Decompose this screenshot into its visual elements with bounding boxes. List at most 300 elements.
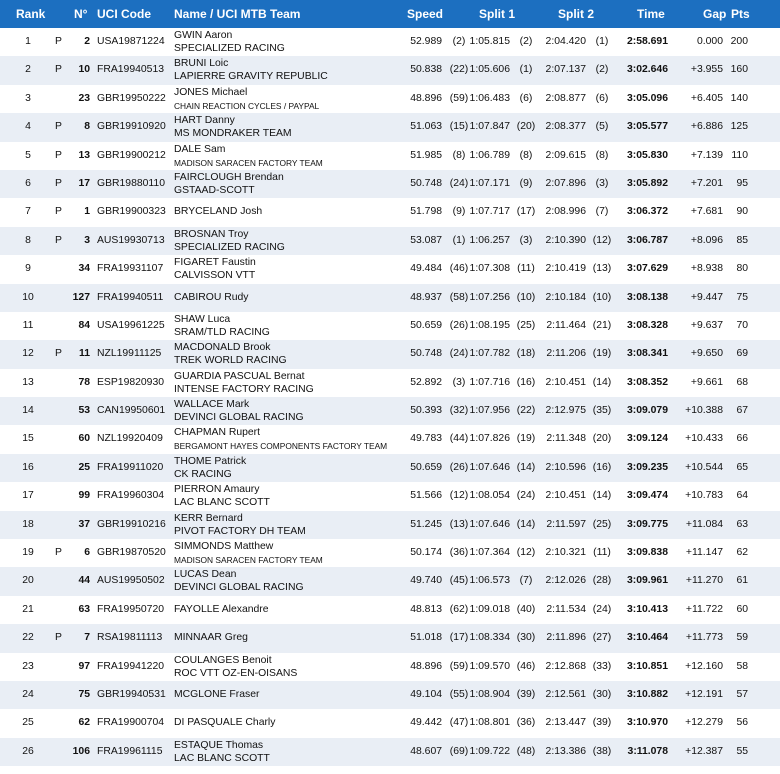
table-row [0,596,780,624]
split-1-rank: (14) [516,461,536,473]
points: 58 [736,660,748,672]
split-1-rank: (19) [516,433,536,445]
split-1-rank: (2) [519,36,533,47]
rank-cell: 5 [25,149,31,161]
speed-value: 52.989 [410,36,442,47]
bib-number: 11 [79,348,90,360]
points: 55 [736,745,748,757]
bib-number: 63 [78,603,90,615]
split-1-rank: (46) [516,660,536,672]
time-gap: +9.637 [690,319,723,331]
points: 67 [736,405,748,417]
rank-cell: 18 [22,518,34,530]
table-body [0,28,780,766]
bib-number: 10 [78,64,90,76]
rank-cell: 22 [22,632,34,644]
table-row [0,454,780,482]
rider-name: MINNAAR Greg [174,632,248,644]
podium-flag: P [55,36,62,47]
finish-time: 3:06.787 [626,234,668,246]
table-row [0,539,780,567]
speed-value: 51.018 [410,632,442,644]
bib-number: 53 [78,405,90,417]
time-gap: 0.000 [696,36,723,47]
bib-number: 106 [72,745,90,757]
points: 85 [736,234,748,246]
speed-value: 49.783 [410,433,442,445]
split-2-time: 2:12.026 [545,575,586,587]
team-name: TREK WORLD RACING [174,355,287,367]
time-gap: +11.270 [685,575,723,587]
points: 200 [730,36,748,47]
split-2-time: 2:11.534 [546,603,586,615]
time-gap: +6.405 [690,92,723,104]
finish-time: 3:05.096 [626,92,668,104]
split-2-rank: (38) [592,745,612,757]
rank-cell: 20 [22,575,34,587]
split-2-rank: (3) [595,177,609,189]
time-gap: +10.433 [685,433,723,445]
split-2-time: 2:11.597 [546,518,586,530]
split-2-time: 2:10.451 [545,490,586,502]
finish-time: 3:09.961 [626,575,668,587]
split-2-time: 2:12.561 [545,688,586,700]
finish-time: 3:10.851 [626,660,668,672]
rank-cell: 24 [22,688,34,700]
split-1-time: 1:07.308 [469,263,510,275]
uci-code: FRA19940511 [97,291,164,303]
points: 80 [736,263,748,275]
uci-code: NZL19920409 [97,433,163,445]
team-name: ROC VTT OZ-EN-OISANS [174,667,298,679]
split-1-time: 1:07.646 [469,518,510,530]
split-2-rank: (14) [592,376,612,388]
table-row [0,312,780,340]
split-1-rank: (30) [516,632,536,644]
uci-code: NZL19911125 [97,348,162,360]
time-gap: +6.886 [690,121,723,133]
split-2-rank: (27) [592,632,612,644]
header-rank: Rank [16,7,46,21]
split-2-rank: (7) [595,206,609,218]
split-1-rank: (3) [519,234,533,246]
split-1-rank: (18) [516,348,536,360]
rider-name: THOME Patrick [174,455,247,467]
split-1-rank: (20) [516,121,536,133]
team-name: DEVINCI GLOBAL RACING [174,582,304,594]
podium-flag: P [55,234,62,246]
team-name: SPECIALIZED RACING [174,43,285,54]
podium-flag: P [55,64,62,76]
split-1-time: 1:08.801 [469,717,510,729]
finish-time: 3:09.838 [626,547,668,559]
team-name: GSTAAD-SCOTT [174,184,255,196]
split-1-rank: (17) [516,206,536,218]
speed-value: 50.748 [410,348,442,360]
split-1-time: 1:07.826 [469,433,510,445]
table-row [0,653,780,681]
rider-name: BRYCELAND Josh [174,206,263,218]
rank-cell: 8 [25,234,31,246]
table-row [0,681,780,709]
split-1-rank: (6) [519,92,533,104]
rank-cell: 6 [25,177,31,189]
rider-name: GWIN Aaron [174,30,233,41]
points: 140 [730,92,748,104]
points: 75 [736,291,748,303]
table-row [0,227,780,255]
table-row [0,397,780,425]
uci-code: FRA19900704 [97,717,165,729]
points: 70 [736,319,748,331]
split-2-rank: (24) [592,603,612,615]
split-2-time: 2:10.596 [545,461,586,473]
rank-cell: 17 [22,490,34,502]
split-1-rank: (25) [516,319,536,331]
uci-code: FRA19940513 [97,64,165,76]
time-gap: +11.147 [685,547,723,559]
rider-name: DALE Sam [174,143,226,155]
split-2-rank: (1) [595,36,609,47]
speed-rank: (3) [452,376,466,388]
split-1-time: 1:06.789 [469,149,510,161]
uci-code: GBR19900323 [97,206,166,218]
speed-rank: (44) [449,433,469,445]
split-2-rank: (5) [595,121,609,133]
split-1-time: 1:09.018 [469,603,510,615]
split-2-rank: (6) [595,92,609,104]
uci-code: AUS19930713 [97,234,165,246]
split-2-time: 2:11.896 [546,632,586,644]
team-name: MADISON SARACEN FACTORY TEAM [174,157,323,168]
speed-value: 48.813 [410,603,442,615]
table-row [0,709,780,737]
split-2-time: 2:12.868 [545,660,586,672]
split-2-rank: (19) [592,348,612,360]
speed-rank: (58) [449,291,469,303]
rank-cell: 23 [22,660,34,672]
points: 69 [736,348,748,360]
speed-rank: (55) [449,688,469,700]
split-1-rank: (12) [516,547,536,559]
rider-name: KERR Bernard [174,512,243,524]
split-1-time: 1:05.815 [469,36,510,47]
team-name: CALVISSON VTT [174,270,256,282]
split-2-time: 2:07.137 [545,64,586,76]
speed-rank: (26) [449,319,469,331]
speed-rank: (62) [449,603,469,615]
header-split-2: Split 2 [558,7,595,21]
table-row [0,511,780,539]
split-1-rank: (48) [516,745,536,757]
points: 65 [736,461,748,473]
speed-value: 48.607 [410,745,442,757]
finish-time: 3:08.328 [626,319,668,331]
team-name: SPECIALIZED RACING [174,241,285,253]
split-2-rank: (33) [592,660,612,672]
speed-value: 48.937 [410,291,442,303]
split-2-time: 2:10.390 [545,234,586,246]
bib-number: 17 [78,177,90,189]
bib-number: 13 [78,149,90,161]
team-name: INTENSE FACTORY RACING [174,383,314,395]
header-time: Time [637,7,665,21]
finish-time: 3:08.138 [626,291,668,303]
split-2-rank: (8) [595,149,609,161]
team-name: LAC BLANC SCOTT [174,752,270,764]
team-name: PIVOT FACTORY DH TEAM [174,525,306,537]
bib-number: 97 [78,660,90,672]
split-1-rank: (9) [519,177,533,189]
points: 61 [736,575,748,587]
split-2-time: 2:04.420 [545,36,586,47]
podium-flag: P [55,632,62,644]
speed-value: 49.104 [410,688,442,700]
rank-cell: 21 [22,603,34,615]
uci-code: GBR19940531 [97,688,166,700]
time-gap: +9.447 [690,291,723,303]
split-1-time: 1:07.256 [469,291,510,303]
team-name: CK RACING [174,468,232,480]
speed-rank: (45) [449,575,469,587]
split-2-time: 2:10.184 [545,291,586,303]
bib-number: 75 [78,688,90,700]
table-row [0,425,780,453]
uci-code: USA19871224 [97,36,165,47]
rider-name: MACDONALD Brook [174,342,271,354]
split-2-time: 2:10.451 [545,376,586,388]
split-2-rank: (10) [592,291,612,303]
table-header [0,0,780,28]
rank-cell: 3 [25,92,31,104]
split-1-rank: (24) [516,490,536,502]
bib-number: 84 [78,319,90,331]
header-speed: Speed [407,7,444,21]
table-row [0,738,780,766]
finish-time: 3:05.892 [626,177,668,189]
finish-time: 3:09.124 [626,433,668,445]
split-1-time: 1:07.956 [469,405,510,417]
split-2-time: 2:07.896 [545,177,586,189]
team-name: DEVINCI GLOBAL RACING [174,412,304,424]
finish-time: 3:09.775 [626,518,668,530]
speed-value: 50.174 [410,547,442,559]
split-1-rank: (22) [516,405,536,417]
bib-number: 2 [84,36,90,47]
rank-cell: 10 [22,291,34,303]
header-points: Pts [731,7,750,21]
bib-number: 37 [78,518,90,530]
time-gap: +7.681 [690,206,723,218]
table-row [0,142,780,170]
points: 125 [730,121,748,133]
rider-name: HART Danny [174,115,235,127]
finish-time: 3:05.830 [626,149,668,161]
split-2-rank: (30) [592,688,612,700]
split-1-time: 1:07.847 [469,121,510,133]
bib-number: 78 [78,376,90,388]
table-row [0,198,780,226]
table-row [0,284,780,312]
speed-value: 51.063 [410,121,442,133]
time-gap: +12.279 [685,717,723,729]
split-2-time: 2:10.419 [545,263,586,275]
split-2-time: 2:13.386 [545,745,586,757]
time-gap: +10.783 [685,490,723,502]
table-row [0,567,780,595]
split-1-rank: (10) [516,291,536,303]
finish-time: 3:07.629 [626,263,668,275]
speed-rank: (2) [452,36,466,47]
speed-rank: (24) [449,348,469,360]
rider-name: BRUNI Loic [174,58,229,70]
speed-rank: (15) [449,121,469,133]
split-1-time: 1:06.483 [469,92,510,104]
split-1-rank: (14) [516,518,536,530]
points: 62 [736,547,748,559]
team-name: LAPIERRE GRAVITY REPUBLIC [174,71,328,83]
podium-flag: P [55,348,62,360]
uci-code: GBR19910216 [97,518,166,530]
points: 56 [736,717,748,729]
uci-code: FRA19961115 [97,745,163,757]
uci-code: USA19961225 [97,319,165,331]
uci-code: AUS19950502 [97,575,165,587]
uci-code: FRA19911020 [97,461,164,473]
points: 63 [736,518,748,530]
speed-rank: (22) [449,64,469,76]
finish-time: 3:09.235 [626,461,668,473]
speed-value: 52.892 [410,376,442,388]
finish-time: 3:09.079 [626,405,668,417]
speed-rank: (59) [449,660,469,672]
team-name: LAC BLANC SCOTT [174,497,270,509]
split-1-rank: (36) [516,717,536,729]
time-gap: +7.201 [690,177,723,189]
speed-rank: (8) [452,149,466,161]
rank-cell: 25 [22,717,34,729]
speed-value: 50.659 [410,319,442,331]
split-1-time: 1:08.054 [469,490,510,502]
split-2-rank: (39) [592,717,612,729]
team-name: SRAM/TLD RACING [174,326,270,338]
rank-cell: 26 [22,745,34,757]
uci-code: GBR19900212 [97,149,166,161]
rider-name: FIGARET Faustin [174,257,256,269]
points: 110 [731,149,748,161]
header-uci-code: UCI Code [97,7,151,21]
speed-value: 49.740 [410,575,442,587]
rider-name: CABIROU Rudy [174,291,249,303]
table-row [0,624,780,652]
uci-code: GBR19950222 [97,92,166,104]
split-1-time: 1:07.171 [469,177,510,189]
bib-number: 44 [78,575,90,587]
uci-code: FRA19960304 [97,490,165,502]
bib-number: 99 [78,490,90,502]
finish-time: 3:09.474 [626,490,668,502]
team-name: MS MONDRAKER TEAM [174,128,292,140]
split-1-time: 1:05.606 [469,64,510,76]
split-1-rank: (39) [516,688,536,700]
rider-name: COULANGES Benoit [174,654,272,666]
finish-time: 3:08.352 [626,376,668,388]
split-2-rank: (12) [592,234,612,246]
split-1-rank: (11) [517,263,535,275]
rider-name: BROSNAN Troy [174,228,249,240]
header-gap: Gap [703,7,727,21]
split-2-time: 2:11.464 [546,319,586,331]
rank-cell: 2 [25,64,31,76]
finish-time: 3:06.372 [626,206,668,218]
table-row [0,85,780,113]
split-2-time: 2:09.615 [545,149,586,161]
split-2-rank: (21) [592,319,612,331]
rank-cell: 9 [25,263,31,275]
uci-code: GBR19870520 [97,547,166,559]
bib-number: 25 [78,461,90,473]
podium-flag: P [55,547,62,559]
rank-cell: 15 [22,433,34,445]
speed-value: 51.245 [410,518,442,530]
rider-name: SHAW Luca [174,313,231,325]
finish-time: 3:10.464 [626,632,668,644]
bib-number: 8 [84,121,90,133]
uci-code: CAN19950601 [97,405,166,417]
split-2-time: 2:13.447 [545,717,586,729]
rider-name: SIMMONDS Matthew [174,541,274,553]
split-2-time: 2:10.321 [545,547,586,559]
speed-value: 48.896 [410,660,442,672]
time-gap: +11.722 [685,603,723,615]
rider-name: MCGLONE Fraser [174,688,260,700]
split-1-time: 1:07.717 [469,206,510,218]
rider-name: JONES Michael [174,86,248,98]
split-2-rank: (25) [592,518,612,530]
time-gap: +3.955 [690,64,723,76]
rank-cell: 11 [22,319,34,331]
rank-cell: 19 [22,547,34,559]
speed-rank: (36) [449,547,469,559]
speed-value: 51.985 [410,149,442,161]
podium-flag: P [55,121,62,133]
speed-value: 50.748 [410,177,442,189]
split-1-time: 1:06.573 [469,575,510,587]
team-name: CHAIN REACTION CYCLES / PAYPAL [174,100,320,111]
split-1-rank: (1) [519,64,533,76]
split-2-rank: (14) [592,490,612,502]
split-2-rank: (11) [593,547,611,559]
podium-flag: P [55,206,62,218]
header-name-team: Name / UCI MTB Team [174,7,301,21]
rider-name: WALLACE Mark [174,399,250,411]
speed-value: 48.896 [410,92,442,104]
rider-name: PIERRON Amaury [174,484,260,496]
split-2-time: 2:08.377 [545,121,586,133]
rider-name: DI PASQUALE Charly [174,717,276,729]
time-gap: +8.096 [690,234,723,246]
time-gap: +12.387 [685,745,723,757]
split-2-rank: (35) [592,405,612,417]
rank-cell: 12 [22,348,34,360]
points: 90 [736,206,748,218]
split-1-rank: (7) [519,575,533,587]
split-2-rank: (20) [592,433,612,445]
podium-flag: P [55,177,62,189]
uci-code: RSA19811113 [97,632,163,644]
time-gap: +11.773 [685,632,723,644]
bib-number: 1 [84,206,90,218]
